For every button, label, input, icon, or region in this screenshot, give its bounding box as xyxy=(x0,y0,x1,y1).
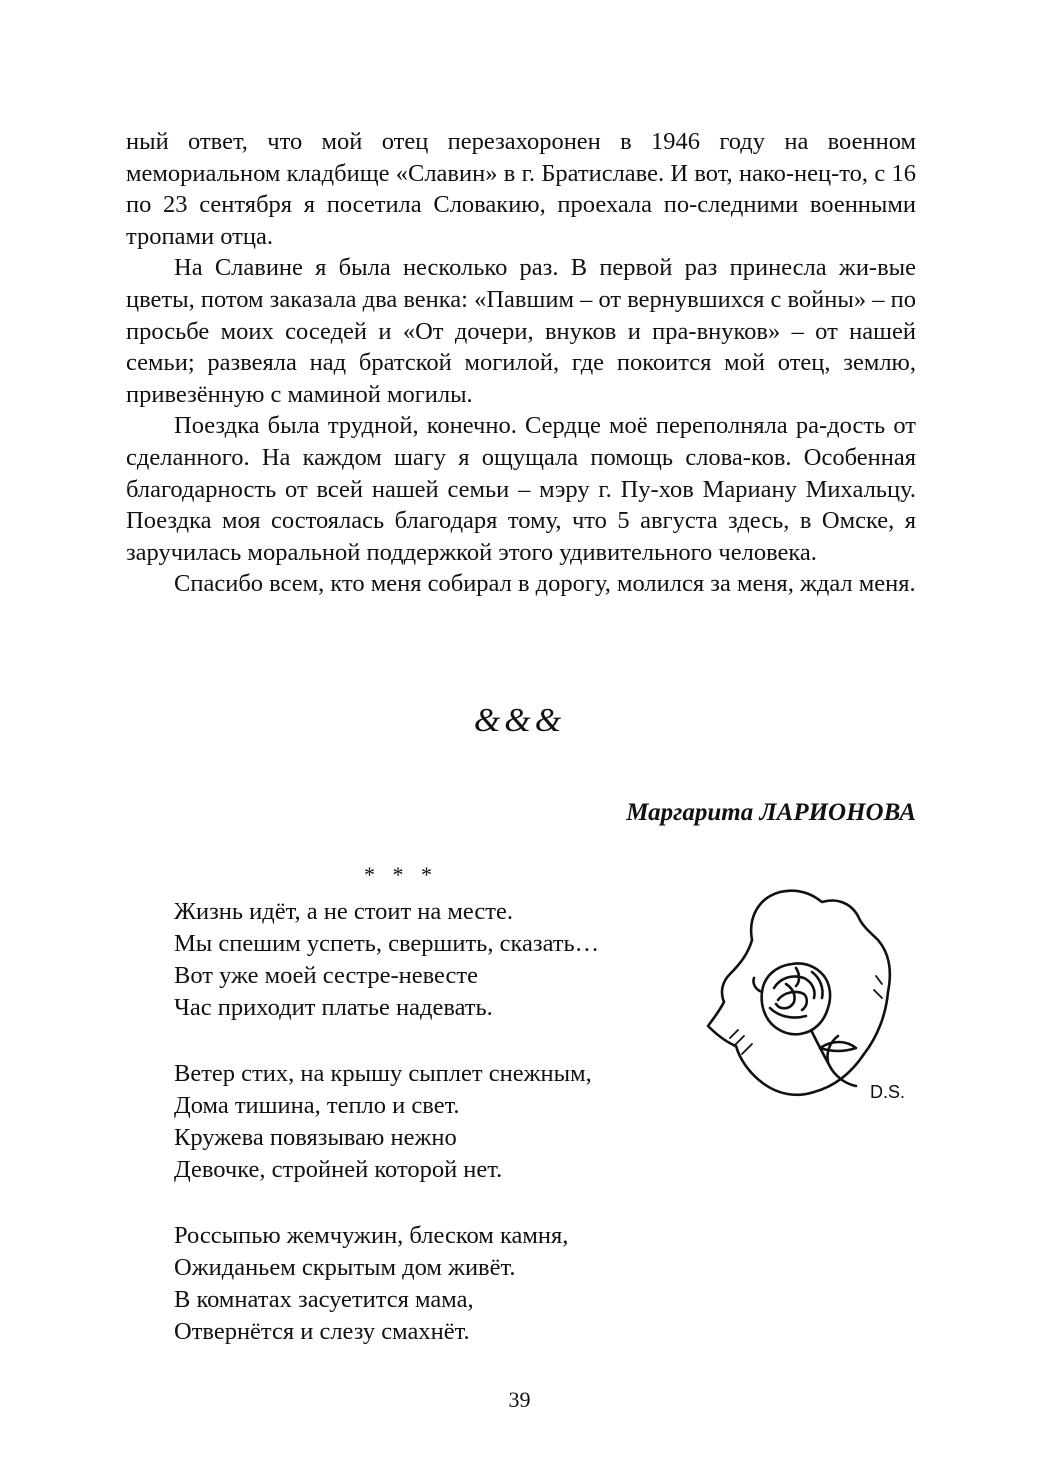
prose-paragraph: ный ответ, что мой отец перезахоронен в 1946 году на военном мемориальном кладбище «Славин» в г. Братиславе. И вот, нако-нец-то, с 16 по 23 сентября я посетила Словакию, проехала по-следними военными тропами отца. xyxy=(126,128,916,250)
poem-line: Россыпью жемчужин, блеском камня, xyxy=(174,1222,569,1249)
poem-stanza xyxy=(174,896,734,1024)
poem-line: Жизнь идёт, а не стоит на месте. xyxy=(174,898,513,925)
page-number: 39 xyxy=(508,1387,531,1412)
poem-line: Ветер стих, на крышу сыплет снежным, xyxy=(174,1060,592,1087)
poem-line: Кружева повязываю нежно xyxy=(174,1124,457,1151)
prose-paragraph: Поездка была трудной, конечно. Сердце моё переполняла ра-дость от сделанного. На каждом шагу я ощущала помощь слова-ков. Особенная благодарность от всей нашей семьи – мэру г. Пу-хов Мариану Михальцу. Поездка моя состоялась благодаря тому, что 5 августа здесь, в Омске, я заручилась моральной поддержкой этого удивительного человека. xyxy=(126,412,916,566)
poem-line: Девочке, стройней которой нет. xyxy=(174,1156,503,1183)
prose-paragraph: Спасибо всем, кто меня собирал в дорогу, молился за меня, ждал меня. xyxy=(174,570,916,598)
poem-stanza xyxy=(174,1058,734,1186)
prose-block xyxy=(126,126,916,600)
illustration-signature: D.S. xyxy=(870,1082,906,1102)
poem-line: Отвернётся и слезу смахнёт. xyxy=(174,1318,470,1345)
poem-line: Дома тишина, тепло и свет. xyxy=(174,1092,460,1119)
poem-line: В комнатах засуетится мама, xyxy=(174,1286,474,1313)
poem-line: Вот уже моей сестре-невесте xyxy=(174,962,478,989)
poem xyxy=(174,896,734,1382)
author-name: Маргарита ЛАРИОНОВА xyxy=(626,799,916,826)
poem-line: Мы спешим успеть, свершить, сказать… xyxy=(174,930,600,957)
rose-bloom xyxy=(762,964,830,1035)
section-ornament: &&& xyxy=(473,702,566,739)
poem-stanza xyxy=(174,1220,734,1348)
poem-line: Час приходит платье надевать. xyxy=(174,994,493,1021)
rose-drawing xyxy=(700,880,920,1110)
prose-paragraph: На Славине я была несколько раз. В первой раз принесла жи-вые цветы, потом заказала два венка: «Павшим – от вернувшихся с войны» – по просьбе моих соседей и «От дочери, внуков и пра-внуков» – от нашей семьи; развеяла над братской могилой, где покоится мой отец, землю, привезённую с маминой могилы. xyxy=(126,254,916,408)
poem-line: Ожиданьем скрытым дом живёт. xyxy=(174,1254,516,1281)
poem-asterisks: * * * xyxy=(364,862,438,887)
